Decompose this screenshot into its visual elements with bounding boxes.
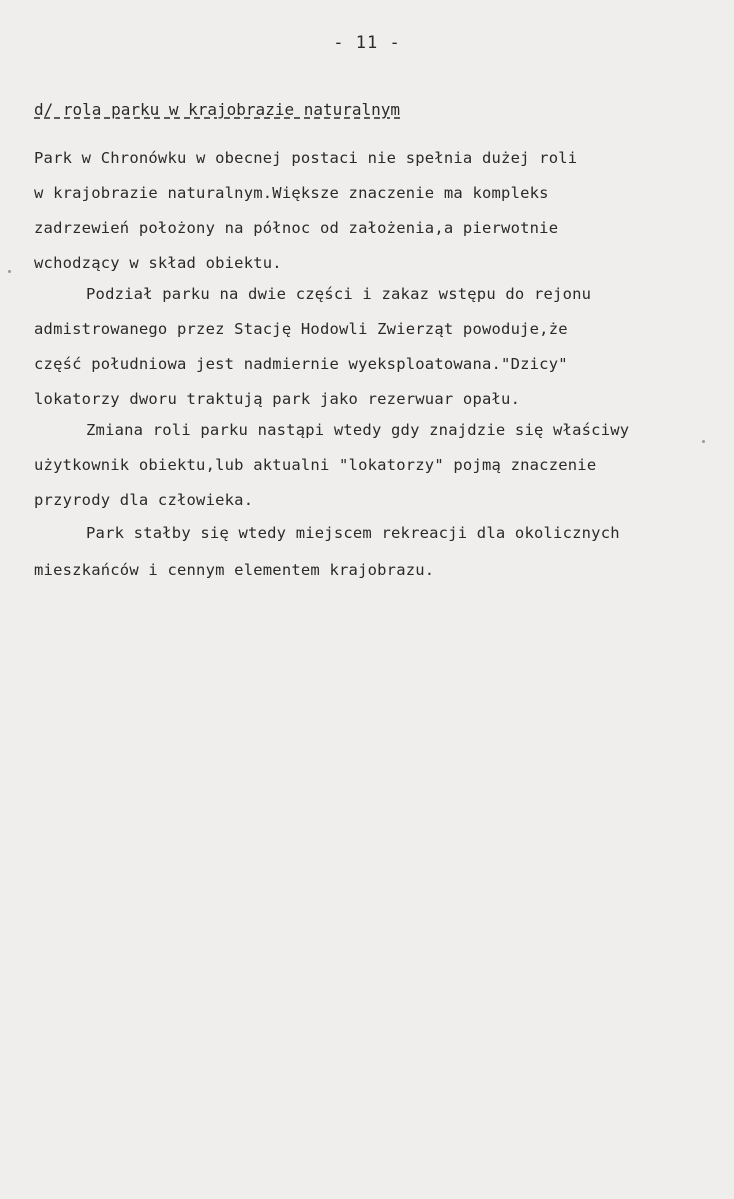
- section-heading: d/ rola parku w krajobrazie naturalnym: [34, 100, 401, 119]
- paragraph-line: mieszkańców i cennym elementem krajobrazu.: [34, 561, 435, 579]
- paragraph-line: lokatorzy dworu traktują park jako rezerwuar opału.: [34, 390, 521, 408]
- paragraph-line: zadrzewień położony na północ od założenia,a pierwotnie: [34, 219, 559, 237]
- paragraph-line: w krajobrazie naturalnym.Większe znaczenie ma kompleks: [34, 184, 549, 202]
- paragraph-line: część południowa jest nadmiernie wyeksploatowana."Dzicy": [34, 355, 568, 373]
- paragraph-line: wchodzący w skład obiektu.: [34, 254, 282, 272]
- paragraph-line: Zmiana roli parku nastąpi wtedy gdy znajdzie się właściwy: [86, 421, 630, 439]
- paragraph-line: Park stałby się wtedy miejscem rekreacji dla okolicznych: [86, 524, 620, 542]
- paragraph-line: przyrody dla człowieka.: [34, 491, 254, 509]
- paper-speck: [702, 440, 705, 443]
- paragraph-line: Park w Chronówku w obecnej postaci nie spełnia dużej roli: [34, 149, 578, 167]
- page-number: - 11 -: [333, 33, 401, 53]
- paragraph-line: Podział parku na dwie części i zakaz wstępu do rejonu: [86, 285, 592, 303]
- paragraph-line: admistrowanego przez Stację Hodowli Zwierząt powoduje,że: [34, 320, 568, 338]
- paragraph-line: użytkownik obiektu,lub aktualni "lokatorzy" pojmą znaczenie: [34, 456, 597, 474]
- paper-speck: [8, 270, 11, 273]
